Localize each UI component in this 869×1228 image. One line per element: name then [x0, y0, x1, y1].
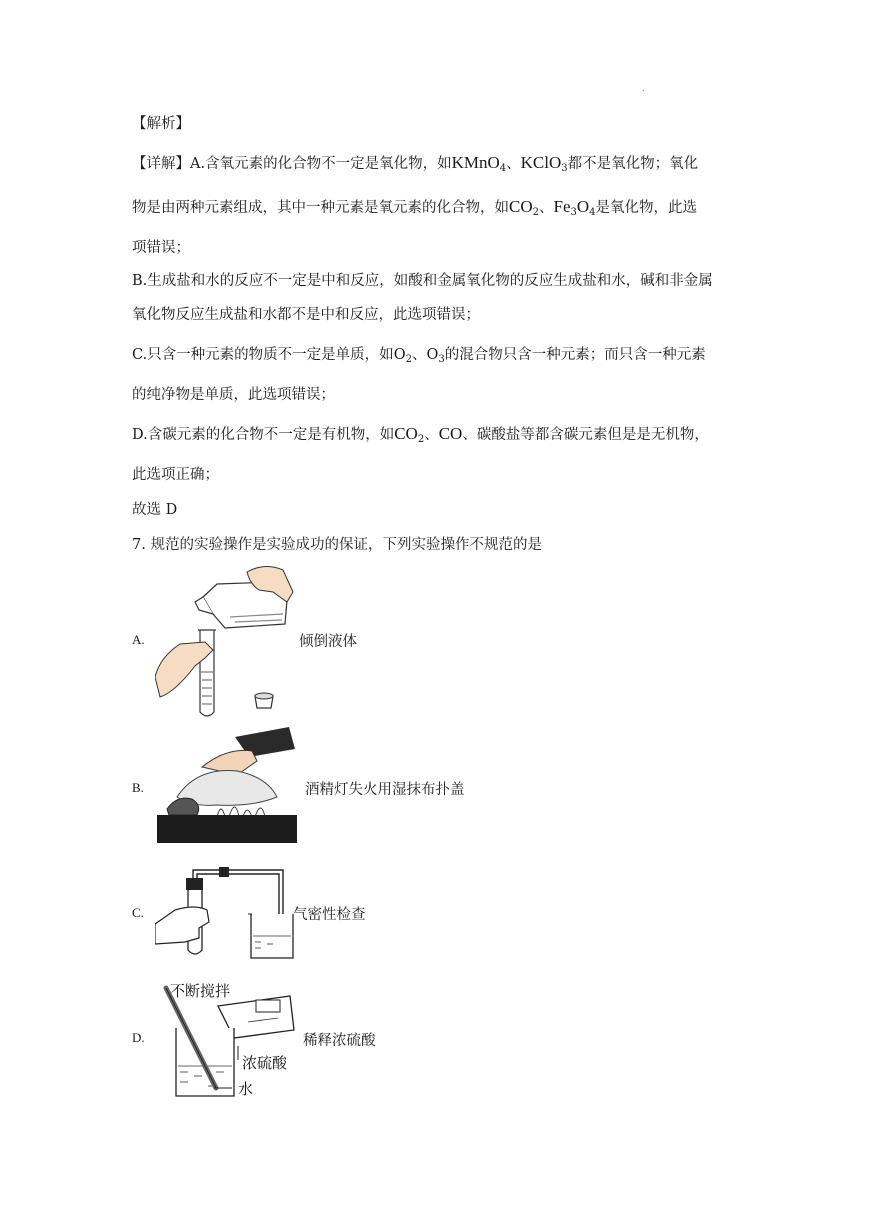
option-b-caption: 酒精灯失火用湿抹布扑盖 — [305, 782, 465, 798]
figure-a-pouring-liquid — [155, 562, 295, 720]
option-a-letter: A. — [132, 632, 145, 647]
detail-b-line-2: 氧化物反应生成盐和水都不是中和反应，此选项错误； — [132, 307, 480, 323]
analysis-heading: 【解析】 — [132, 116, 190, 132]
label-stir: 不断搅拌 — [170, 982, 231, 1000]
figure-c-airtightness — [155, 862, 295, 962]
figure-b-wet-cloth — [157, 727, 297, 845]
option-b-letter: B. — [132, 780, 144, 795]
detail-b-line-1: B.生成盐和水的反应不一定是中和反应，如酸和金属氧化物的反应生成盐和水，碱和非金属 — [132, 273, 713, 289]
figure-d-dilute-acid — [158, 982, 298, 1100]
option-d-caption: 稀释浓硫酸 — [303, 1033, 376, 1049]
detail-c-line-2: 的纯净物是单质，此选项错误； — [132, 387, 335, 403]
option-c-letter: C. — [132, 905, 144, 920]
option-d-letter: D. — [132, 1030, 145, 1045]
detail-a-line-1: 【详解】A.含氧元素的化合物不一定是氧化物，如KMnO$_4$、KClO$_3$都不是氧化物；氧化 — [132, 153, 699, 174]
page-mark: . — [642, 84, 645, 93]
label-concentrated-acid: 浓硫酸 — [242, 1054, 288, 1072]
answer-line: 故选 D — [132, 502, 178, 518]
option-c-caption: 气密性检查 — [293, 907, 366, 923]
label-water: 水 — [238, 1080, 254, 1098]
detail-a-line-3: 项错误； — [132, 240, 190, 256]
question-stem: 7. 规范的实验操作是实验成功的保证，下列实验操作不规范的是 — [132, 537, 542, 553]
detail-c-line-1: C.只含一种元素的物质不一定是单质，如$O_2$、$O_3$的混合物只含一种元素；而只含一种元素 — [132, 347, 706, 365]
detail-a-line-2: 物是由两种元素组成，其中一种元素是氧元素的化合物，如$CO_2$、$Fe_3O_4$是氧化物，此选 — [132, 197, 698, 218]
option-a-caption: 倾倒液体 — [299, 634, 357, 650]
detail-d-line-1: D.含碳元素的化合物不一定是有机物，如$CO_2$、CO、碳酸盐等都含碳元素但是是无机物， — [132, 424, 709, 445]
detail-d-line-2: 此选项正确； — [132, 467, 219, 483]
